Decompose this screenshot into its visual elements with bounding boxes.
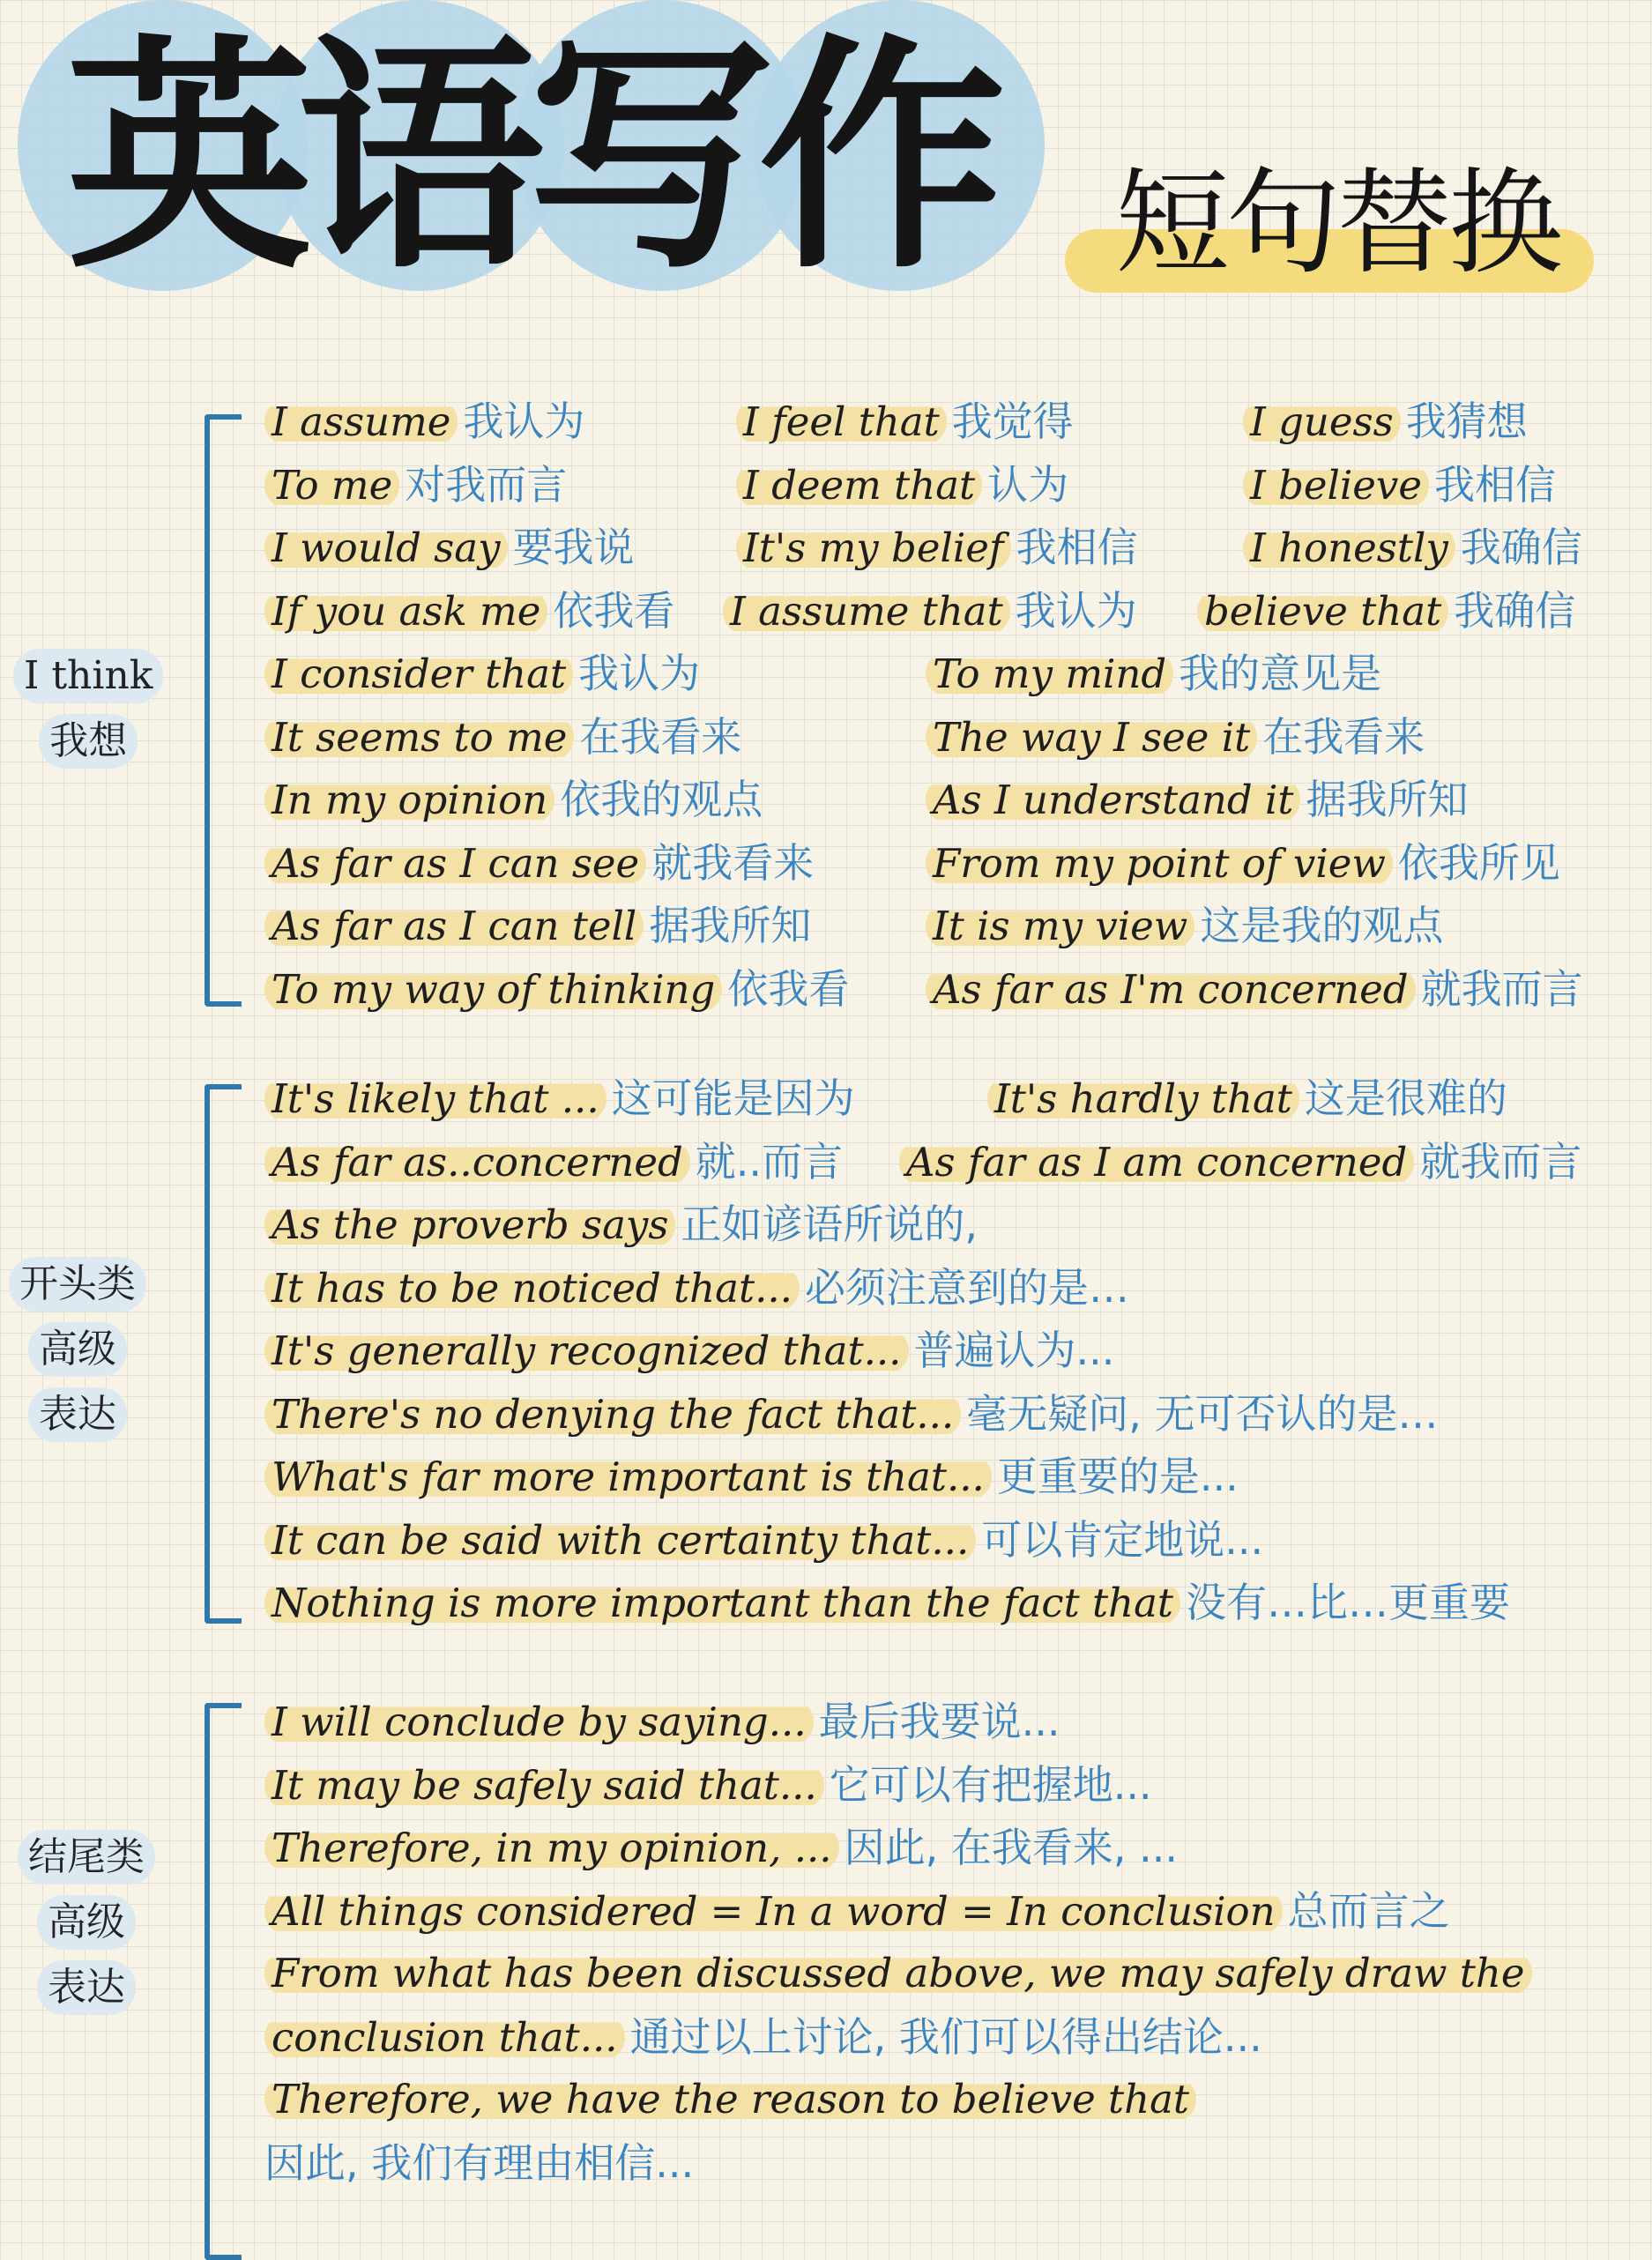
phrase-item <box>264 2075 1196 2124</box>
phrase-item <box>264 523 635 573</box>
category-label-opening <box>9 1252 146 1447</box>
chinese-translation: 在我看来 <box>579 712 742 761</box>
english-phrase: I would say <box>264 524 508 571</box>
english-phrase: What's far more important is that... <box>264 1453 992 1500</box>
section-bracket-1 <box>205 414 242 1007</box>
chinese-translation: 在我看来 <box>1262 712 1425 761</box>
chinese-translation: 我相信 <box>1434 460 1556 509</box>
chinese-translation: 我猜想 <box>1405 398 1528 445</box>
chinese-translation: 总而言之 <box>1287 1886 1450 1935</box>
phrase-item <box>1243 460 1556 510</box>
english-phrase: It has to be noticed that... <box>264 1265 800 1312</box>
phrase-item <box>926 712 1425 762</box>
phrase-item <box>926 901 1443 951</box>
category-line: 高级 <box>37 1895 136 1950</box>
english-phrase: As far as I can tell <box>264 903 644 949</box>
chinese-translation: 更重要的是... <box>996 1453 1239 1500</box>
english-phrase: It's hardly that <box>987 1075 1299 1122</box>
phrase-item <box>899 1137 1581 1187</box>
phrase-item <box>264 1452 1239 1502</box>
english-phrase: I deem that <box>736 462 982 509</box>
english-phrase: It's my belief <box>736 524 1011 571</box>
chinese-translation: 我相信 <box>1016 524 1138 571</box>
page-title: 英语写作 <box>66 15 990 302</box>
phrase-item <box>736 523 1138 573</box>
section-bracket-3 <box>205 1703 242 2260</box>
chinese-translation: 因此, 在我看来, ... <box>844 1824 1178 1871</box>
english-phrase: I guess <box>1243 398 1401 445</box>
phrase-item <box>736 397 1074 447</box>
chinese-translation: 依我所见 <box>1397 838 1560 887</box>
category-line: 高级 <box>28 1322 127 1377</box>
english-phrase: From my point of view <box>926 840 1393 887</box>
english-phrase: As far as I can see <box>264 840 646 887</box>
chinese-translation: 依我的观点 <box>560 776 763 823</box>
english-phrase: I consider that <box>264 650 573 697</box>
english-phrase: The way I see it <box>926 714 1257 761</box>
chinese-translation: 通过以上讨论, 我们可以得出结论... <box>629 2012 1262 2061</box>
phrase-item <box>264 586 674 636</box>
phrase-item <box>264 1823 1178 1873</box>
phrase-item <box>264 1326 1114 1376</box>
category-label-i-think <box>13 643 163 774</box>
english-phrase: believe that <box>1197 588 1448 635</box>
phrase-item <box>723 586 1137 636</box>
category-line: 开头类 <box>9 1257 146 1312</box>
phrase-item <box>264 964 849 1015</box>
phrase-item <box>264 1515 1263 1565</box>
english-phrase: In my opinion <box>264 777 554 823</box>
phrase-item <box>264 649 700 699</box>
chinese-translation: 它可以有把握地... <box>829 1760 1152 1809</box>
chinese-translation: 我的意见是 <box>1179 650 1382 697</box>
phrase-item <box>736 460 1068 510</box>
english-phrase: It seems to me <box>264 714 574 761</box>
phrase-item <box>926 838 1560 888</box>
english-phrase: As far as I am concerned <box>899 1139 1414 1186</box>
english-phrase: I will conclude by saying... <box>264 1699 814 1745</box>
english-phrase: To my way of thinking <box>264 966 722 1013</box>
chinese-translation: 没有…比…更重要 <box>1186 1579 1511 1626</box>
phrase-item <box>987 1074 1507 1124</box>
english-phrase: From what has been discussed above, we may safely draw the <box>264 1950 1532 1996</box>
chinese-translation: 据我所知 <box>1306 776 1469 823</box>
english-phrase: I assume <box>264 398 458 445</box>
phrase-item <box>264 1760 1152 1810</box>
chinese-translation: 我认为 <box>463 398 585 445</box>
category-line: 表达 <box>37 1960 136 2015</box>
english-phrase: To me <box>264 462 399 509</box>
english-phrase: I feel that <box>736 398 947 445</box>
phrase-item <box>264 2012 1262 2063</box>
chinese-translation: 普遍认为... <box>913 1327 1115 1374</box>
phrase-item <box>926 649 1381 699</box>
english-phrase: Therefore, we have the reason to believe that <box>264 2076 1196 2122</box>
english-phrase: If you ask me <box>264 588 547 635</box>
phrase-item <box>264 1886 1450 1937</box>
english-phrase: I honestly <box>1243 524 1455 571</box>
chinese-translation: 就我看来 <box>651 838 815 887</box>
phrase-item <box>264 1578 1510 1628</box>
phrase-item <box>264 1263 1129 1313</box>
category-line: 表达 <box>28 1387 127 1442</box>
phrase-item <box>926 775 1468 825</box>
chinese-translation: 依我看 <box>553 586 675 635</box>
english-phrase: It's generally recognized that... <box>264 1327 909 1374</box>
chinese-translation: 要我说 <box>512 524 635 571</box>
chinese-translation: 毫无疑问, 无可否认的是… <box>966 1389 1439 1438</box>
chinese-translation: 必须注意到的是… <box>804 1263 1129 1312</box>
english-phrase: As I understand it <box>926 777 1300 823</box>
phrase-item <box>264 1200 978 1250</box>
chinese-translation: 据我所知 <box>649 902 812 949</box>
chinese-translation: 这可能是因为 <box>611 1074 855 1122</box>
english-phrase: There's no denying the fact that... <box>264 1391 961 1438</box>
english-phrase: As the proverb says <box>264 1201 675 1248</box>
english-phrase: It is my view <box>926 903 1194 949</box>
english-phrase: To my mind <box>926 650 1173 697</box>
chinese-translation: 这是我的观点 <box>1200 902 1444 949</box>
category-line: I think <box>13 649 163 703</box>
phrase-item <box>264 838 814 888</box>
english-phrase: As far as..concerned <box>264 1139 690 1186</box>
english-phrase: It's likely that ... <box>264 1075 606 1122</box>
chinese-translation: 就我而言 <box>1419 1137 1582 1186</box>
chinese-translation: 就我而言 <box>1420 964 1583 1013</box>
chinese-translation: 就..而言 <box>695 1137 844 1186</box>
category-line: 结尾类 <box>18 1830 155 1885</box>
chinese-translation: 可以肯定地说... <box>981 1515 1264 1564</box>
english-phrase: It can be said with certainty that... <box>264 1517 976 1564</box>
chinese-translation: 我认为 <box>578 650 701 697</box>
phrase-item <box>1243 523 1582 573</box>
phrase-item <box>264 460 567 510</box>
phrase-item <box>264 1697 1060 1747</box>
chinese-translation: 最后我要说... <box>818 1698 1060 1745</box>
english-phrase: Nothing is more important than the fact that <box>264 1580 1180 1626</box>
chinese-translation: 我确信 <box>1460 524 1582 571</box>
chinese-translation: 我确信 <box>1454 586 1576 635</box>
category-label-closing <box>18 1825 155 2020</box>
category-line: 我想 <box>39 714 138 769</box>
phrase-item <box>264 1389 1438 1439</box>
chinese-translation: 我认为 <box>1015 586 1137 635</box>
english-phrase: As far as I'm concerned <box>926 966 1416 1013</box>
english-phrase: conclusion that... <box>264 2014 625 2061</box>
english-phrase: It may be safely said that... <box>264 1762 824 1809</box>
chinese-translation: 依我看 <box>727 964 850 1013</box>
phrase-item <box>264 775 763 825</box>
english-phrase: Therefore, in my opinion, ... <box>264 1825 839 1871</box>
phrase-item <box>264 901 811 951</box>
phrase-item <box>264 712 741 762</box>
section-bracket-2 <box>205 1084 242 1624</box>
phrase-item <box>264 397 584 447</box>
chinese-translation: 正如谚语所说的, <box>681 1201 979 1248</box>
chinese-translation: 认为 <box>987 460 1069 509</box>
phrase-item <box>1197 586 1575 636</box>
chinese-translation: 我觉得 <box>951 398 1074 445</box>
chinese-translation: 因此, 我们有理由相信... <box>264 2138 695 2187</box>
chinese-translation: 这是很难的 <box>1304 1074 1507 1122</box>
phrase-item <box>1243 397 1528 447</box>
phrase-item <box>264 1074 855 1124</box>
page-subtitle: 短句替换 <box>1115 156 1560 290</box>
phrase-item <box>264 1137 843 1187</box>
english-phrase: I believe <box>1243 462 1429 509</box>
english-phrase: All things considered = In a word = In conclusion <box>264 1888 1283 1935</box>
phrase-item <box>264 1949 1532 1998</box>
phrase-item <box>264 2138 694 2189</box>
phrase-item <box>926 964 1583 1015</box>
chinese-translation: 对我而言 <box>405 460 568 509</box>
english-phrase: I assume that <box>723 588 1010 635</box>
